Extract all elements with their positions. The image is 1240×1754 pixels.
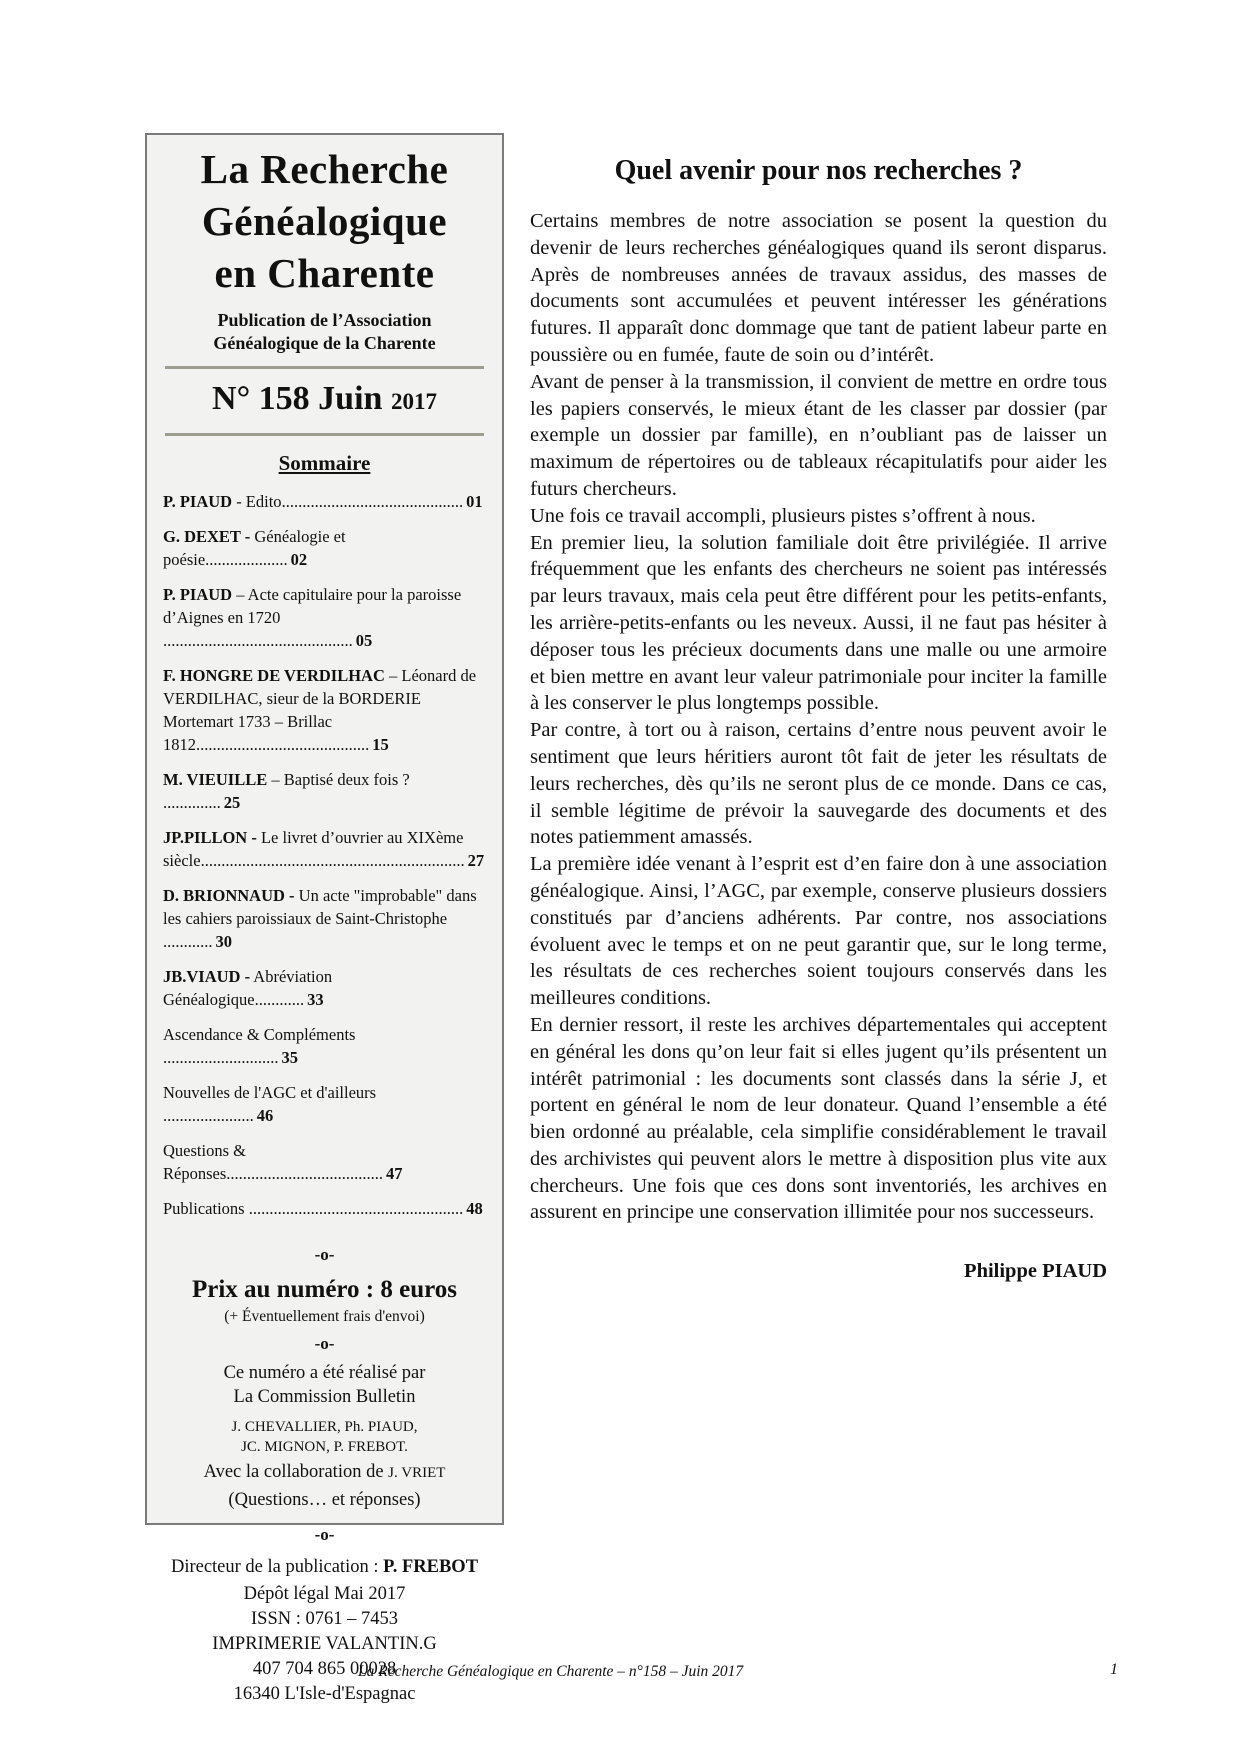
table-of-contents (163, 490, 486, 1220)
issue-year: 2017 (390, 389, 437, 414)
toc-page: 47 (386, 1164, 403, 1183)
article-paragraph: Une fois ce travail accompli, plusieurs pistes s’offrent à nous. (530, 504, 1036, 527)
toc-title: Abréviation Généalogique (163, 967, 333, 1009)
ornament-divider: -o- (314, 1525, 335, 1544)
committee-line2: JC. MIGNON, P. FREBOT. (241, 1439, 408, 1455)
toc-title: Questions & Réponses (163, 1141, 246, 1183)
collaboration-line (163, 1460, 486, 1485)
made-by-line2: La Commission Bulletin (233, 1387, 416, 1407)
toc-entry (163, 1197, 486, 1220)
article-paragraph: En premier lieu, la solution familiale doit être privilégiée. Il arrive fréquemment que les enfants des chercheurs ne soient pas intéressés par leurs travaux, mais cela peut être différent pour les petits-enfants, les arrière-petits-enfants ou les neveux. Aussi, il ne faut pas hésiter à déposer tous les précieux documents dans une malle ou une armoire et bien mettre en avant leur valeur patrimoniale pour inciter la famille à les conserver le plus longtemps possible. (530, 531, 1107, 715)
bulletin-title (163, 143, 486, 299)
price-line: Prix au numéro : 8 euros (191, 1276, 458, 1303)
toc-entry (163, 1139, 486, 1185)
toc-dots: .......................................... (196, 735, 370, 754)
legal-line-siret: 407 704 865 00028 (252, 1659, 397, 1679)
director-name: P. FREBOT (383, 1557, 479, 1577)
toc-entry (163, 1081, 486, 1127)
toc-entry (163, 664, 486, 756)
article-paragraph: Par contre, à tort ou à raison, certains d’entre nous peuvent avoir le sentiment que leurs héritiers auront tôt fait de jeter les résultats de leurs recherches, dès qu’ils ne seront plus de ce monde. Dans ce cas, il semble légitime de prévoir la sauvegarde des documents et des notes patiemment amassés. (530, 719, 1107, 849)
bulletin-title-line3: en Charente (214, 250, 435, 296)
ornament-divider: -o- (314, 1334, 335, 1353)
toc-page: 48 (466, 1199, 483, 1218)
toc-dots: ...................... (163, 1106, 254, 1125)
toc-author: P. PIAUD (163, 492, 233, 511)
made-by-block (163, 1361, 486, 1409)
toc-page: 46 (256, 1106, 274, 1125)
collaboration-note: (Questions… et réponses) (228, 1490, 421, 1510)
toc-entry (163, 965, 486, 1011)
bulletin-title-line1: La Recherche (200, 146, 449, 192)
issue-number (163, 377, 486, 424)
toc-title: – Acte capitulaire pour la paroisse d’Aignes en 1720 (163, 585, 462, 627)
toc-dots: ...................................... (226, 1164, 383, 1183)
bulletin-title-line2: Généalogique (201, 198, 448, 244)
divider-rule-top (165, 366, 484, 369)
collab-prefix: Avec la collaboration de (203, 1462, 384, 1482)
director-prefix: Directeur de la publication : (170, 1557, 384, 1577)
legal-line-issn: ISSN : 0761 – 7453 (251, 1609, 398, 1629)
toc-author: F. HONGRE DE VERDILHAC (163, 666, 385, 685)
toc-page: 25 (223, 793, 241, 812)
toc-page: 15 (372, 735, 389, 754)
footer-page-number: 1 (1110, 1661, 1118, 1678)
price-note: (+ Éventuellement frais d'envoi) (224, 1308, 425, 1325)
article-paragraph: En dernier ressort, il reste les archives départementales qui acceptent en général les dons qu’on leur fait si elles jugent qu’ils présentent un intérêt patrimonial : les documents sont classés dans la série J, et portent en général le nom de leur donateur. Quand l’ensemble a été bien ordonné au préalable, cela simplifie considérablement le travail des archivistes qui peuvent alors le mettre à disposition plus vite aux chercheurs. Une fois que ces dons sont inventoriés, les archives en assurent en principe une conservation illimitée pour nos successeurs. (530, 1013, 1107, 1224)
sommaire-heading: Sommaire (278, 451, 371, 475)
toc-dots: ............................................ (281, 492, 464, 511)
toc-entry (163, 1023, 486, 1069)
legal-line-printer: IMPRIMERIE VALANTIN.G (212, 1634, 437, 1654)
toc-page: 30 (215, 932, 232, 951)
toc-title: Ascendance & Compléments (163, 1025, 356, 1044)
toc-entry (163, 768, 486, 814)
toc-dots: .............. (163, 793, 221, 812)
article-paragraph: La première idée venant à l’esprit est d’en faire don à une association généalogique. Ainsi, l’AGC, par exemple, conserve plusieurs dossiers constitués par d’anciens adhérents. Par contre, nos associations évoluent avec le temps et on ne peut garantir que, sur le long terme, les résultats de ces recherches soient toujours conservés dans les meilleures conditions. (530, 853, 1107, 1010)
issue-label: N° 158 Juin (212, 380, 383, 417)
article-paragraph: Avant de penser à la transmission, il convient de mettre en ordre tous les papiers conservés, le mieux étant de les classer par dossier (par exemple un dossier par famille), en n’oubliant pas de laisser un maximum de répertoires ou de tableaux récapitulatifs pour aider les futurs chercheurs. (530, 370, 1107, 500)
committee-block (163, 1417, 486, 1457)
toc-dots: ................................................................ (200, 851, 465, 870)
toc-title: Le livret d’ouvrier au XIXème siècle (163, 828, 464, 870)
toc-title: Un acte "improbable" dans les cahiers paroissiaux de Saint-Christophe (163, 886, 477, 928)
committee-line1: J. CHEVALLIER, Ph. PIAUD, (231, 1419, 418, 1435)
toc-page: 33 (307, 990, 324, 1009)
toc-dots: ............ (163, 932, 213, 951)
toc-title: Publications (163, 1199, 249, 1218)
legal-line-city: 16340 L'Isle-d'Espagnac (233, 1684, 416, 1704)
toc-title: - Edito (232, 492, 282, 511)
toc-page: 02 (290, 550, 308, 569)
toc-entry (163, 583, 486, 652)
toc-page: 01 (466, 492, 483, 511)
toc-page: 35 (281, 1048, 298, 1067)
toc-title: – Léonard de VERDILHAC, sieur de la BORDERIE Mortemart 1733 – Brillac 1812 (163, 666, 477, 754)
footer-journal-line: La Recherche Généalogique en Charente – n°158 – Juin 2017 (358, 1663, 744, 1680)
toc-page: 05 (355, 631, 373, 650)
toc-entry (163, 490, 486, 513)
toc-dots: ............................ (163, 1048, 279, 1067)
toc-dots: ............ (254, 990, 305, 1009)
toc-dots: .................... (205, 550, 288, 569)
article-paragraph: Certains membres de notre association se posent la question du devenir de leurs recherches généalogiques quand ils seront disparus. Après de nombreuses années de travaux assidus, des masses de documents sont accumulées et peuvent intéresser les générations futures. Il apparaît donc dommage que tant de patient labeur parte en poussière ou en fumée, faute de soin ou d’intérêt. (530, 210, 1107, 366)
ornament-divider: -o- (314, 1245, 335, 1264)
bulletin-subtitle: Publication de l’Association Généalogique de la Charente (213, 310, 436, 353)
toc-author: JB.VIAUD - (163, 967, 251, 986)
toc-author: P. PIAUD (163, 585, 233, 604)
legal-block (163, 1582, 486, 1707)
article-title: Quel avenir pour nos recherches ? (614, 155, 1023, 186)
article-signature: Philippe PIAUD (964, 1260, 1107, 1283)
director-line (163, 1555, 486, 1579)
toc-author: JP.PILLON - (163, 828, 257, 847)
toc-dots: .................................................... (248, 1199, 464, 1218)
toc-entry (163, 826, 486, 872)
toc-author: D. BRIONNAUD - (163, 886, 295, 905)
made-by-line1: Ce numéro a été réalisé par (223, 1363, 426, 1383)
toc-title: Généalogie et poésie (163, 527, 346, 569)
toc-dots: .............................................. (163, 631, 353, 650)
toc-entry (163, 884, 486, 953)
collab-name: J. VRIET (388, 1465, 446, 1481)
masthead-box (145, 133, 504, 1704)
toc-page: 27 (467, 851, 485, 870)
toc-author: M. VIEUILLE (163, 770, 268, 789)
toc-author: G. DEXET - (163, 527, 251, 546)
toc-title: – Baptisé deux fois ? (267, 770, 410, 789)
toc-entry (163, 525, 486, 571)
article-column (530, 152, 1107, 1283)
toc-title: Nouvelles de l'AGC et d'ailleurs (163, 1083, 377, 1102)
legal-line-deposit: Dépôt légal Mai 2017 (243, 1584, 406, 1604)
